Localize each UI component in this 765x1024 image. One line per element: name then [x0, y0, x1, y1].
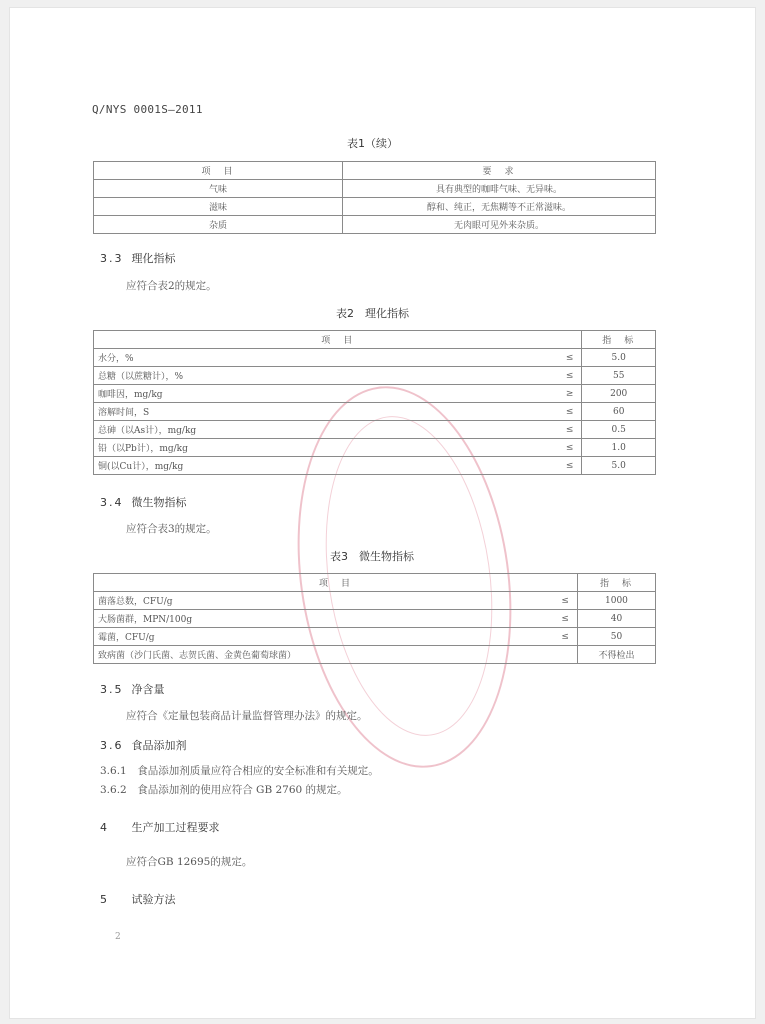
table-cell: 5.0 [582, 349, 656, 367]
table-row [94, 646, 656, 664]
table1-caption: 表1（续） [347, 137, 398, 150]
section-3-3-heading [100, 250, 176, 266]
table-cell: 铜(以Cu计），mg/kg [94, 457, 505, 475]
table-cell: 霉菌，CFU/g [94, 628, 535, 646]
table-row [94, 610, 656, 628]
table2 [93, 330, 656, 475]
table3-caption: 表3 微生物指标 [330, 550, 414, 563]
table-cell: 滋味 [94, 198, 343, 216]
table-cell: 溶解时间，S [94, 403, 505, 421]
section-3-4-heading [100, 494, 187, 510]
table-cell: 55 [582, 367, 656, 385]
table-row [94, 592, 656, 610]
section-number: 3.6 [100, 739, 124, 752]
table-cell: 水分，% [94, 349, 505, 367]
table2-caption: 表2 理化指标 [336, 307, 409, 320]
table-row [94, 349, 656, 367]
table-cell: ≤ [505, 421, 582, 439]
section-number: 3.4 [100, 496, 124, 509]
table1 [93, 161, 656, 234]
table-cell: 200 [582, 385, 656, 403]
table-row [94, 421, 656, 439]
table-cell: ≤ [505, 403, 582, 421]
table3-header-item: 项 目 [94, 574, 578, 592]
page-number: 2 [115, 932, 121, 942]
section-5-heading [100, 891, 176, 907]
table-cell: ≤ [535, 592, 578, 610]
section-title: 生产加工过程要求 [131, 821, 220, 834]
section-3-3-text: 应符合表2的规定。 [126, 280, 217, 292]
table-cell: 杂质 [94, 216, 343, 234]
table-cell: 咖啡因，mg/kg [94, 385, 505, 403]
section-3-4-text: 应符合表3的规定。 [126, 523, 217, 535]
section-number: 5 [100, 893, 109, 906]
table-cell: ≥ [505, 385, 582, 403]
table-cell: 0.5 [582, 421, 656, 439]
table3-header-indicator: 指 标 [577, 574, 655, 592]
section-3-6-heading [100, 737, 187, 753]
table-cell: 40 [577, 610, 655, 628]
table-cell: 具有典型的咖啡气味、无异味。 [343, 180, 656, 198]
section-title: 净含量 [131, 683, 165, 696]
table2-header-item: 项 目 [94, 331, 582, 349]
table3 [93, 573, 656, 664]
standard-number: Q/NYS 0001S—2011 [92, 103, 203, 116]
table1-header-item: 项 目 [94, 162, 343, 180]
table-cell: 菌落总数，CFU/g [94, 592, 535, 610]
table-cell: ≤ [505, 457, 582, 475]
table-cell: 1000 [577, 592, 655, 610]
table-cell: ≤ [535, 610, 578, 628]
table-row [94, 439, 656, 457]
section-3-6-2-text: 3.6.2 食品添加剂的使用应符合 GB 2760 的规定。 [100, 784, 348, 796]
table-row [94, 180, 656, 198]
table-cell: 大肠菌群，MPN/100g [94, 610, 535, 628]
table-row [94, 198, 656, 216]
section-3-5-heading [100, 681, 165, 697]
table-cell: 总砷（以As计），mg/kg [94, 421, 505, 439]
table1-header-requirement: 要 求 [343, 162, 656, 180]
section-number: 4 [100, 821, 109, 834]
table-cell: 不得检出 [577, 646, 655, 664]
section-title: 微生物指标 [131, 496, 187, 509]
table-cell: 50 [577, 628, 655, 646]
table-cell: ≤ [505, 439, 582, 457]
table-cell: ≤ [505, 349, 582, 367]
section-title: 试验方法 [131, 893, 176, 906]
table-cell: ≤ [535, 628, 578, 646]
table-row [94, 216, 656, 234]
table-cell: ≤ [505, 367, 582, 385]
table-cell [535, 646, 578, 664]
section-title: 食品添加剂 [131, 739, 187, 752]
section-number: 3.5 [100, 683, 124, 696]
table-cell: 气味 [94, 180, 343, 198]
section-3-6-1-text: 3.6.1 食品添加剂质量应符合相应的安全标准和有关规定。 [100, 765, 379, 777]
table-row [94, 367, 656, 385]
table-cell: 醇和、纯正，无焦糊等不正常滋味。 [343, 198, 656, 216]
table-cell: 铅（以Pb计），mg/kg [94, 439, 505, 457]
table-cell: 总糖（以蔗糖计），% [94, 367, 505, 385]
table-cell: 5.0 [582, 457, 656, 475]
table-row [94, 385, 656, 403]
section-3-5-text: 应符合《定量包装商品计量监督管理办法》的规定。 [126, 710, 368, 722]
table-row [94, 403, 656, 421]
table-cell: 60 [582, 403, 656, 421]
table-row [94, 457, 656, 475]
table-cell: 致病菌（沙门氏菌、志贺氏菌、金黄色葡萄球菌） [94, 646, 535, 664]
section-4-text: 应符合GB 12695的规定。 [126, 856, 253, 868]
section-title: 理化指标 [131, 252, 176, 265]
table-cell: 无肉眼可见外来杂质。 [343, 216, 656, 234]
table2-header-indicator: 指 标 [582, 331, 656, 349]
table-cell: 1.0 [582, 439, 656, 457]
section-number: 3.3 [100, 252, 124, 265]
table-row [94, 628, 656, 646]
section-4-heading [100, 819, 220, 835]
